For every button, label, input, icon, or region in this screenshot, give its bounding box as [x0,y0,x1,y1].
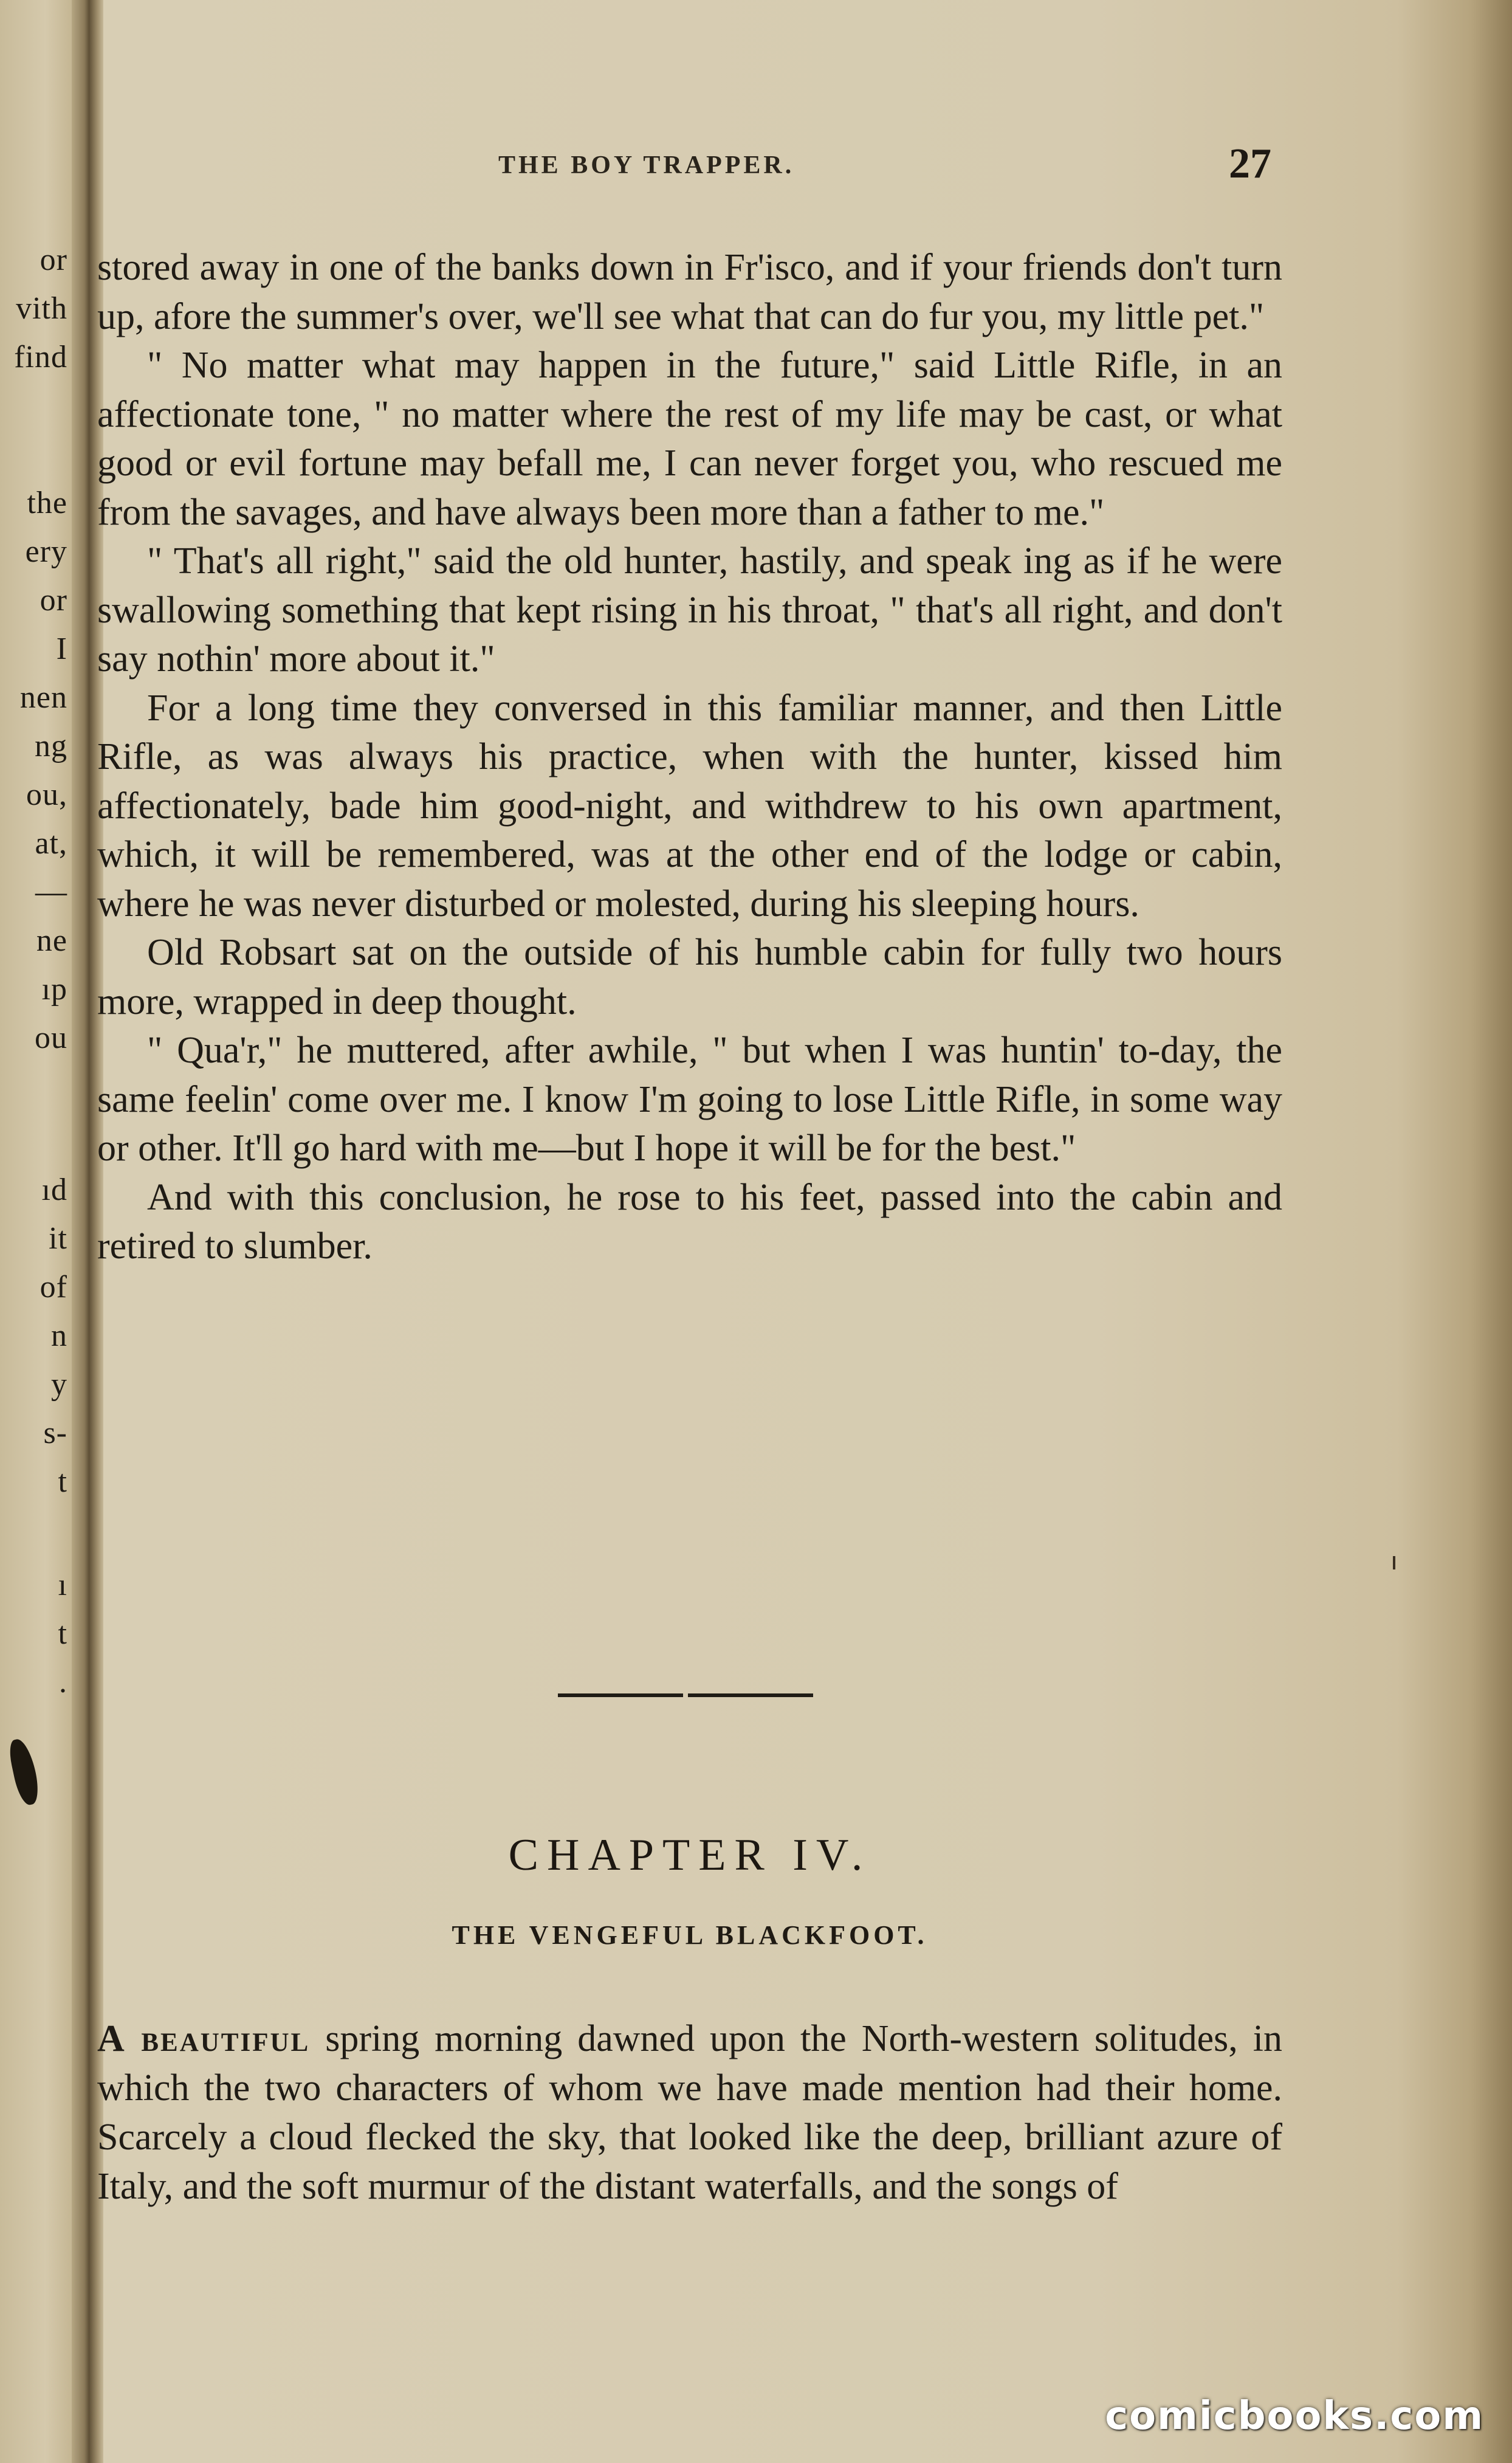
left-page-fragment: find [14,340,67,374]
left-page-fragment: vith [16,291,67,326]
left-page-fragment: at, [35,826,67,861]
chapter-subtitle: THE VENGEFUL BLACKFOOT. [452,1920,928,1950]
left-page-fragment: ıd [41,1173,67,1207]
left-page-fragment: y [51,1367,67,1402]
left-page-fragment: ng [35,729,67,763]
left-page-fragment: or [40,243,67,277]
running-head: THE BOY TRAPPER. [498,151,795,179]
right-page [97,0,1512,2463]
ink-blot [7,1737,42,1807]
body-text [97,243,1282,1271]
left-page-fragment: I [56,632,67,666]
left-page-fragment: nen [19,680,67,715]
rule-segment [558,1693,683,1697]
paragraph: " That's all right," said the old hunter, hastily, and speak ing as if he were swallowing something that kept rising in his throat, " that's all right, and don't say nothin' more about it." [97,540,1282,680]
chapter-opening-paragraph [97,2014,1282,2211]
chapter-title: CHAPTER IV. [508,1830,871,1880]
paragraph: " No matter what may happen in the future," said Little Rifle, in an affectionate tone, " no matter where the rest of my life may be cast, or what good or evil fortune may befall me, I can never forget you, who rescued me from the savages, and have always been more than a father to me." [97,345,1282,533]
left-page-fragment: ery [25,534,67,569]
left-page-edge [0,0,76,2463]
left-page-fragment: it [49,1221,67,1256]
left-page-fragment: ı [58,1568,67,1602]
rule-segment [688,1693,813,1697]
page-mark [1393,1556,1395,1569]
section-divider-rule [558,1693,813,1700]
left-page-fragment: t [58,1464,67,1499]
left-page-fragment: n [51,1318,67,1353]
left-page-fragment: of [40,1270,67,1304]
paragraph: For a long time they conversed in this familiar manner, and then Little Rifle, as was always his practice, when with the hunter, kissed him affectionately, bade him good-night, and withdrew to his own apartment, which, it will be remembered, was at the other end of the lodge or cabin, where he was never disturbed or molested, during his sleeping hours. [97,687,1282,925]
page-number: 27 [1229,140,1271,187]
opening-smallcaps: A beautiful [97,2018,311,2059]
paragraph: Old Robsart sat on the outside of his humble cabin for fully two hours more, wrapped in deep thought. [97,932,1282,1022]
opening-text: spring morning dawned upon the North-western solitudes, in which the two characters of whom we have made mention had their home. Scarcely a cloud flecked the sky, that looked like the deep, brilliant azure of Italy, and the soft murmur of the distant waterfalls, and the songs of [97,2018,1282,2207]
left-page-fragment: ou, [26,777,67,812]
paragraph: " Qua'r," he muttered, after awhile, " but when I was huntin' to-day, the same feelin' come over me. I know I'm going to lose Little Rifle, in some way or other. It'll go hard with me—but I hope it will be for the best." [97,1030,1282,1169]
left-page-fragment: or [40,583,67,618]
left-page-fragment: ıp [41,972,67,1007]
left-page-fragment: t [58,1616,67,1651]
left-page-fragment: ou [35,1021,67,1055]
paragraph: And with this conclusion, he rose to his feet, passed into the cabin and retired to slumber. [97,1176,1282,1267]
paragraph: stored away in one of the banks down in Fr'isco, and if your friends don't turn up, afore the summer's over, we'll see what that can do fur you, my little pet." [97,247,1282,337]
left-page-fragment: — [35,875,67,909]
left-page-fragment: . [59,1665,67,1700]
watermark-logo: comicbooks.com [1105,2394,1484,2439]
left-page-fragment: s- [43,1416,67,1450]
left-page-fragment: the [27,486,67,520]
left-page-fragment: ne [36,923,67,958]
